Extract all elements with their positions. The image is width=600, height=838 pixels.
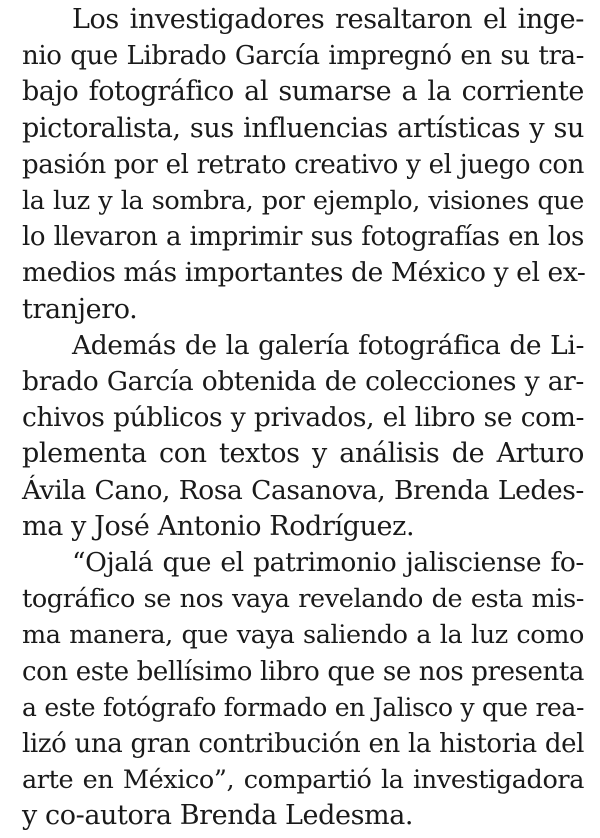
text-line: Los investigadores resaltaron el inge- xyxy=(72,4,584,35)
text-line: la luz y la sombra, por ejemplo, visiones que xyxy=(22,186,584,216)
text-line: chivos públicos y privados, el libro se com- xyxy=(22,402,584,434)
text-line: tográfico se nos vaya revelando de esta mis- xyxy=(22,584,584,615)
text-line: tranjero. xyxy=(22,293,138,325)
text-line: bajo fotográfico al sumarse a la corriente xyxy=(22,76,584,108)
text-line: ma y José Antonio Rodríguez. xyxy=(22,510,415,542)
text-line: plementa con textos y análisis de Arturo xyxy=(22,438,584,470)
text-line: Además de la galería fotográfica de Li- xyxy=(72,329,584,361)
text-line: pictoralista, sus influencias artísticas y su xyxy=(22,112,584,144)
text-line: medios más importantes de México y el ex- xyxy=(22,257,586,289)
text-line: a este fotógrafo formado en Jalisco y que rea- xyxy=(22,692,584,722)
text-line: Ávila Cano, Rosa Casanova, Brenda Ledes- xyxy=(22,474,584,506)
text-line: con este bellísimo libro que se nos presenta xyxy=(22,656,584,687)
text-line: lo llevaron a imprimir sus fotografías en los xyxy=(22,222,584,253)
text-line: ma manera, que vaya saliendo a la luz como xyxy=(22,620,584,651)
text-line: pasión por el retrato creativo y el juego con xyxy=(22,149,584,180)
text-line: arte en México”, compartió la investigadora xyxy=(22,765,584,796)
text-line: y co-autora Brenda Ledesma. xyxy=(22,800,414,832)
text-line: “Ojalá que el patrimonio jalisciense fo- xyxy=(72,547,584,578)
text-line: brado García obtenida de colecciones y ar- xyxy=(22,366,584,397)
text-line: lizó una gran contribución en la historia del xyxy=(22,729,584,759)
text-line: nio que Librado García impregnó en su tra- xyxy=(22,41,584,72)
